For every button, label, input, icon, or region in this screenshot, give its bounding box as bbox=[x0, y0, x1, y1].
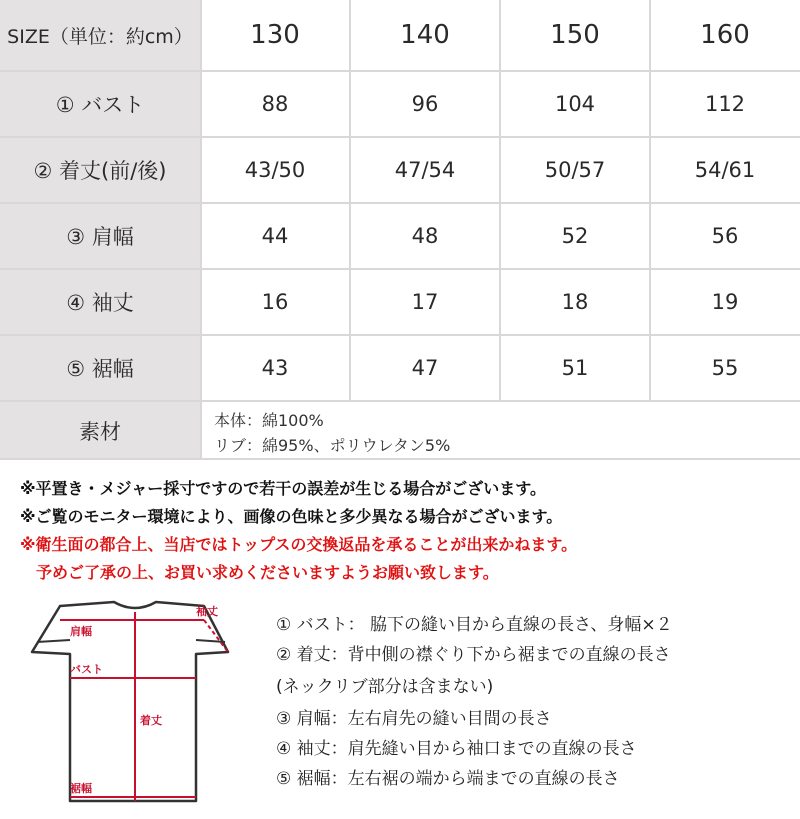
table-divider bbox=[0, 136, 800, 138]
sleeve-130: 16 bbox=[261, 290, 289, 314]
legend-sleeve: ④ 袖丈：肩先縫い目から袖口までの直線の長さ bbox=[276, 739, 637, 759]
shoulder-130: 44 bbox=[261, 224, 289, 248]
hem-150: 51 bbox=[561, 356, 589, 380]
row-label-shoulder: ③ 肩幅 bbox=[0, 204, 200, 268]
tshirt-diagram bbox=[18, 598, 253, 808]
table-divider bbox=[499, 0, 501, 402]
legend-length-note: (ネックリブ部分は含まない) bbox=[276, 677, 494, 697]
row-label-length: ② 着丈(前/後) bbox=[0, 138, 200, 202]
size-140-header: 140 bbox=[400, 20, 450, 50]
table-divider bbox=[0, 268, 800, 270]
bust-140: 96 bbox=[411, 92, 439, 116]
hem-140: 47 bbox=[411, 356, 439, 380]
material-line-rib: リブ：綿95%、ポリウレタン5% bbox=[214, 436, 451, 455]
shoulder-label: 肩幅 bbox=[70, 625, 92, 638]
row-label-bust: ① バスト bbox=[0, 72, 200, 136]
hem-160: 55 bbox=[711, 356, 739, 380]
length-160: 54/61 bbox=[694, 158, 756, 182]
sleeve-label: 袖丈 bbox=[196, 605, 218, 618]
row-label-sleeve: ④ 袖丈 bbox=[0, 270, 200, 334]
table-divider bbox=[649, 0, 651, 402]
size-160-header: 160 bbox=[700, 20, 750, 50]
shoulder-140: 48 bbox=[411, 224, 439, 248]
legend-bust: ① バスト： 脇下の縫い目から直線の長さ、身幅×２ bbox=[276, 615, 673, 635]
sleeve-150: 18 bbox=[561, 290, 589, 314]
hem-label: 裾幅 bbox=[70, 782, 92, 795]
table-divider bbox=[0, 400, 800, 402]
table-divider bbox=[0, 334, 800, 336]
table-divider bbox=[200, 0, 202, 460]
note-monitor: ※ご覧のモニター環境により、画像の色味と多少異なる場合がございます。 bbox=[20, 507, 563, 526]
length-140: 47/54 bbox=[394, 158, 456, 182]
length-150: 50/57 bbox=[544, 158, 606, 182]
shoulder-150: 52 bbox=[561, 224, 589, 248]
table-divider bbox=[0, 70, 800, 72]
length-label: 着丈 bbox=[140, 714, 162, 727]
bust-160: 112 bbox=[704, 92, 746, 116]
table-divider bbox=[0, 458, 800, 460]
tshirt-outline bbox=[32, 602, 228, 801]
legend-length: ② 着丈：背中側の襟ぐり下から裾までの直線の長さ bbox=[276, 645, 671, 665]
sleeve-140: 17 bbox=[411, 290, 439, 314]
row-label-hem: ⑤ 裾幅 bbox=[0, 336, 200, 400]
note-hygiene: ※衛生面の都合上、当店ではトップスの交換返品を承ることが出来かねます。 bbox=[20, 535, 578, 554]
note-apology: 予めご了承の上、お買い求めくださいますようお願い致します。 bbox=[20, 563, 499, 582]
size-130-header: 130 bbox=[250, 20, 300, 50]
bust-150: 104 bbox=[554, 92, 596, 116]
bust-130: 88 bbox=[261, 92, 289, 116]
hem-130: 43 bbox=[261, 356, 289, 380]
length-130: 43/50 bbox=[244, 158, 306, 182]
bust-label: バスト bbox=[70, 663, 103, 676]
size-header-label: SIZE（単位：約cm） bbox=[0, 0, 200, 70]
size-150-header: 150 bbox=[550, 20, 600, 50]
note-measurement: ※平置き・メジャー採寸ですので若干の誤差が生じる場合がございます。 bbox=[20, 479, 546, 498]
row-label-material: 素材 bbox=[0, 402, 200, 460]
legend-hem: ⑤ 裾幅：左右裾の端から端までの直線の長さ bbox=[276, 769, 620, 789]
legend-shoulder: ③ 肩幅：左右肩先の縫い目間の長さ bbox=[276, 709, 552, 729]
sleeve-160: 19 bbox=[711, 290, 739, 314]
table-divider bbox=[0, 202, 800, 204]
table-divider bbox=[349, 0, 351, 402]
material-line-body: 本体：綿100% bbox=[214, 411, 324, 430]
shoulder-160: 56 bbox=[711, 224, 739, 248]
